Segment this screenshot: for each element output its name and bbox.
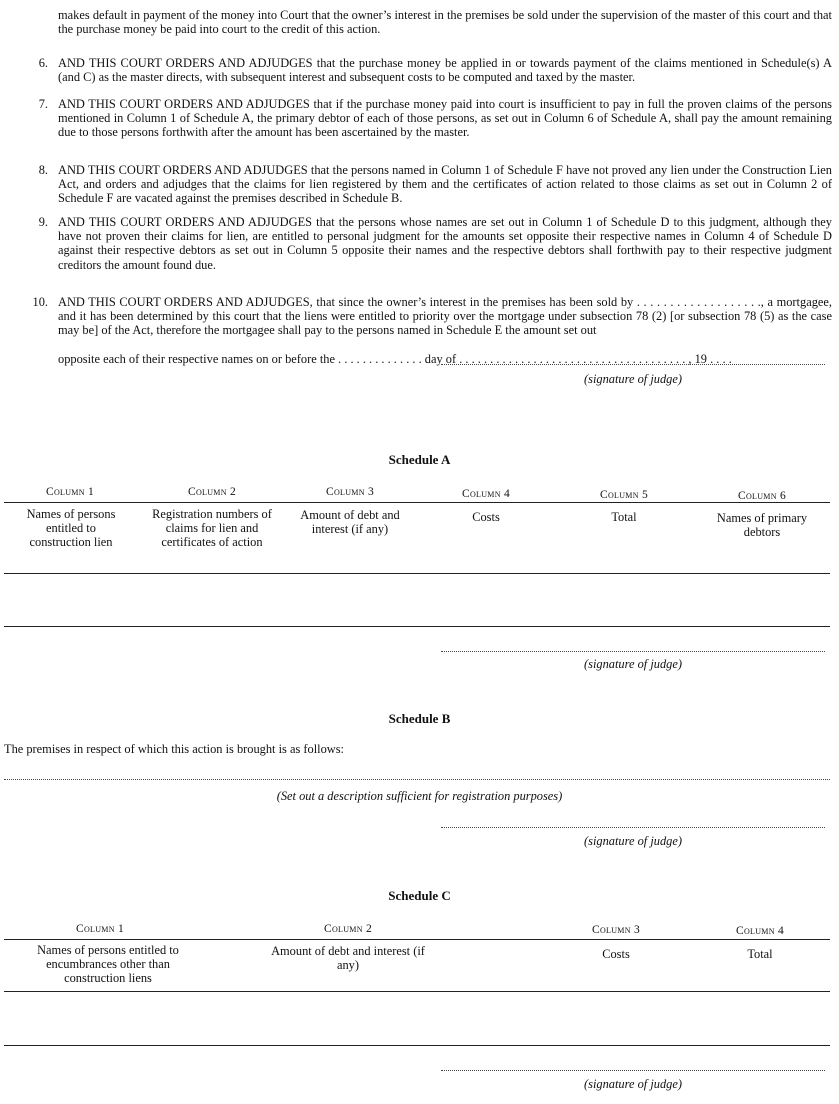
intro-paragraph: makes default in payment of the money into Court that the owner’s interest in the premises be sold under the supervision of the master of this court and that the purchase money be paid into court to the credit of this action. — [58, 8, 832, 37]
signature-line — [441, 1070, 825, 1071]
schedule-b-text: The premises in respect of which this action is brought is as follows: — [4, 742, 344, 756]
signature-caption: (signature of judge) — [584, 372, 682, 386]
paragraph-8: AND THIS COURT ORDERS AND ADJUDGES that the persons named in Column 1 of Schedule F have not proved any lien under the Construction Lien Act, and orders and adjudges that the claims for lien registered by them and the certificates of action related to those claims as set out in Column 2 of Schedule F are vacated against the premises described in Schedule B. — [58, 163, 832, 206]
paragraph-number: 9. — [38, 215, 48, 229]
column-description: Amount of debt and interest (if any) — [300, 508, 400, 537]
table-rule — [4, 573, 830, 574]
column-description: Costs — [602, 947, 630, 961]
signature-line — [441, 364, 825, 365]
paragraph-10-date-line: opposite each of their respective names on or before the . . . . . . . . . . . . . . day of . . . . . . . . . . . . . . . . . . . . . . . . . . . . . . . . . . . . . , 19 . . . . — [58, 352, 732, 366]
column-description: Total — [747, 947, 773, 961]
table-rule — [4, 626, 830, 627]
schedule-a-title: Schedule A — [388, 452, 451, 467]
column-header: Column 1 — [45, 486, 95, 498]
signature-caption: (signature of judge) — [584, 834, 682, 848]
column-description: Names of primary debtors — [716, 511, 808, 540]
table-rule — [4, 1045, 830, 1046]
column-description: Costs — [472, 510, 500, 524]
column-header: Column 6 — [737, 490, 787, 502]
column-header: Column 3 — [325, 486, 375, 498]
paragraph-number: 10. — [32, 295, 48, 309]
column-header: Column 5 — [599, 489, 649, 501]
column-description: Total — [611, 510, 637, 524]
paragraph-10: AND THIS COURT ORDERS AND ADJUDGES, that since the owner’s interest in the premises has been sold by . . . . . . . . . . . . . . . . . . ., a mortgagee, and it has been determined by this court that the liens were entitled to priority over the mortgage under subsection 78 (2) [or subsection 78 (5) as the case may be] of the Act, therefore the mortgagee shall pay to the persons named in Schedule E the amount set out — [58, 295, 832, 338]
table-rule — [4, 939, 830, 940]
paragraph-9: AND THIS COURT ORDERS AND ADJUDGES that the persons whose names are set out in Column 1 of Schedule D to this judgment, although they have not proven their claims for lien, are entitled to personal judgment for the amounts set opposite their respective names in Column 4 of Schedule D against their respective debtors as set out in Column 5 opposite their names and the respective debtors shall forthwith pay to their respective judgment creditors the amount found due. — [58, 215, 832, 272]
column-description: Names of persons entitled to encumbrances other than construction liens — [37, 943, 179, 986]
column-header: Column 4 — [461, 488, 511, 500]
signature-line — [441, 827, 825, 828]
column-description: Registration numbers of claims for lien and certificates of action — [152, 507, 272, 550]
table-rule — [4, 991, 830, 992]
paragraph-7: AND THIS COURT ORDERS AND ADJUDGES that if the purchase money paid into court is insufficient to pay in full the proven claims of the persons mentioned in Column 1 of Schedule A, the primary debtor of each of those persons, as set out in Column 6 of Schedule A, shall pay the amount remaining due to those persons forthwith after the amount has been ascertained by the master. — [58, 97, 832, 140]
column-description: Names of persons entitled to construction lien — [26, 507, 116, 550]
column-header: Column 2 — [187, 486, 237, 498]
column-header: Column 4 — [735, 925, 785, 937]
column-description: Amount of debt and interest (if any) — [271, 944, 425, 973]
paragraph-number: 6. — [38, 56, 48, 70]
schedule-b-title: Schedule B — [388, 711, 451, 726]
signature-caption: (signature of judge) — [584, 657, 682, 671]
paragraph-number: 8. — [38, 163, 48, 177]
column-header: Column 1 — [75, 923, 125, 935]
signature-line — [441, 651, 825, 652]
column-header: Column 3 — [591, 924, 641, 936]
paragraph-number: 7. — [38, 97, 48, 111]
column-header: Column 2 — [323, 923, 373, 935]
paragraph-6: AND THIS COURT ORDERS AND ADJUDGES that the purchase money be applied in or towards payment of the claims mentioned in Schedule(s) A (and C) as the master directs, with subsequent interest and subsequent costs to be computed and taxed by the master. — [58, 56, 832, 85]
description-line — [4, 779, 830, 780]
schedule-b-hint: (Set out a description sufficient for registration purposes) — [276, 789, 563, 803]
signature-caption: (signature of judge) — [584, 1077, 682, 1091]
schedule-c-title: Schedule C — [388, 888, 451, 903]
